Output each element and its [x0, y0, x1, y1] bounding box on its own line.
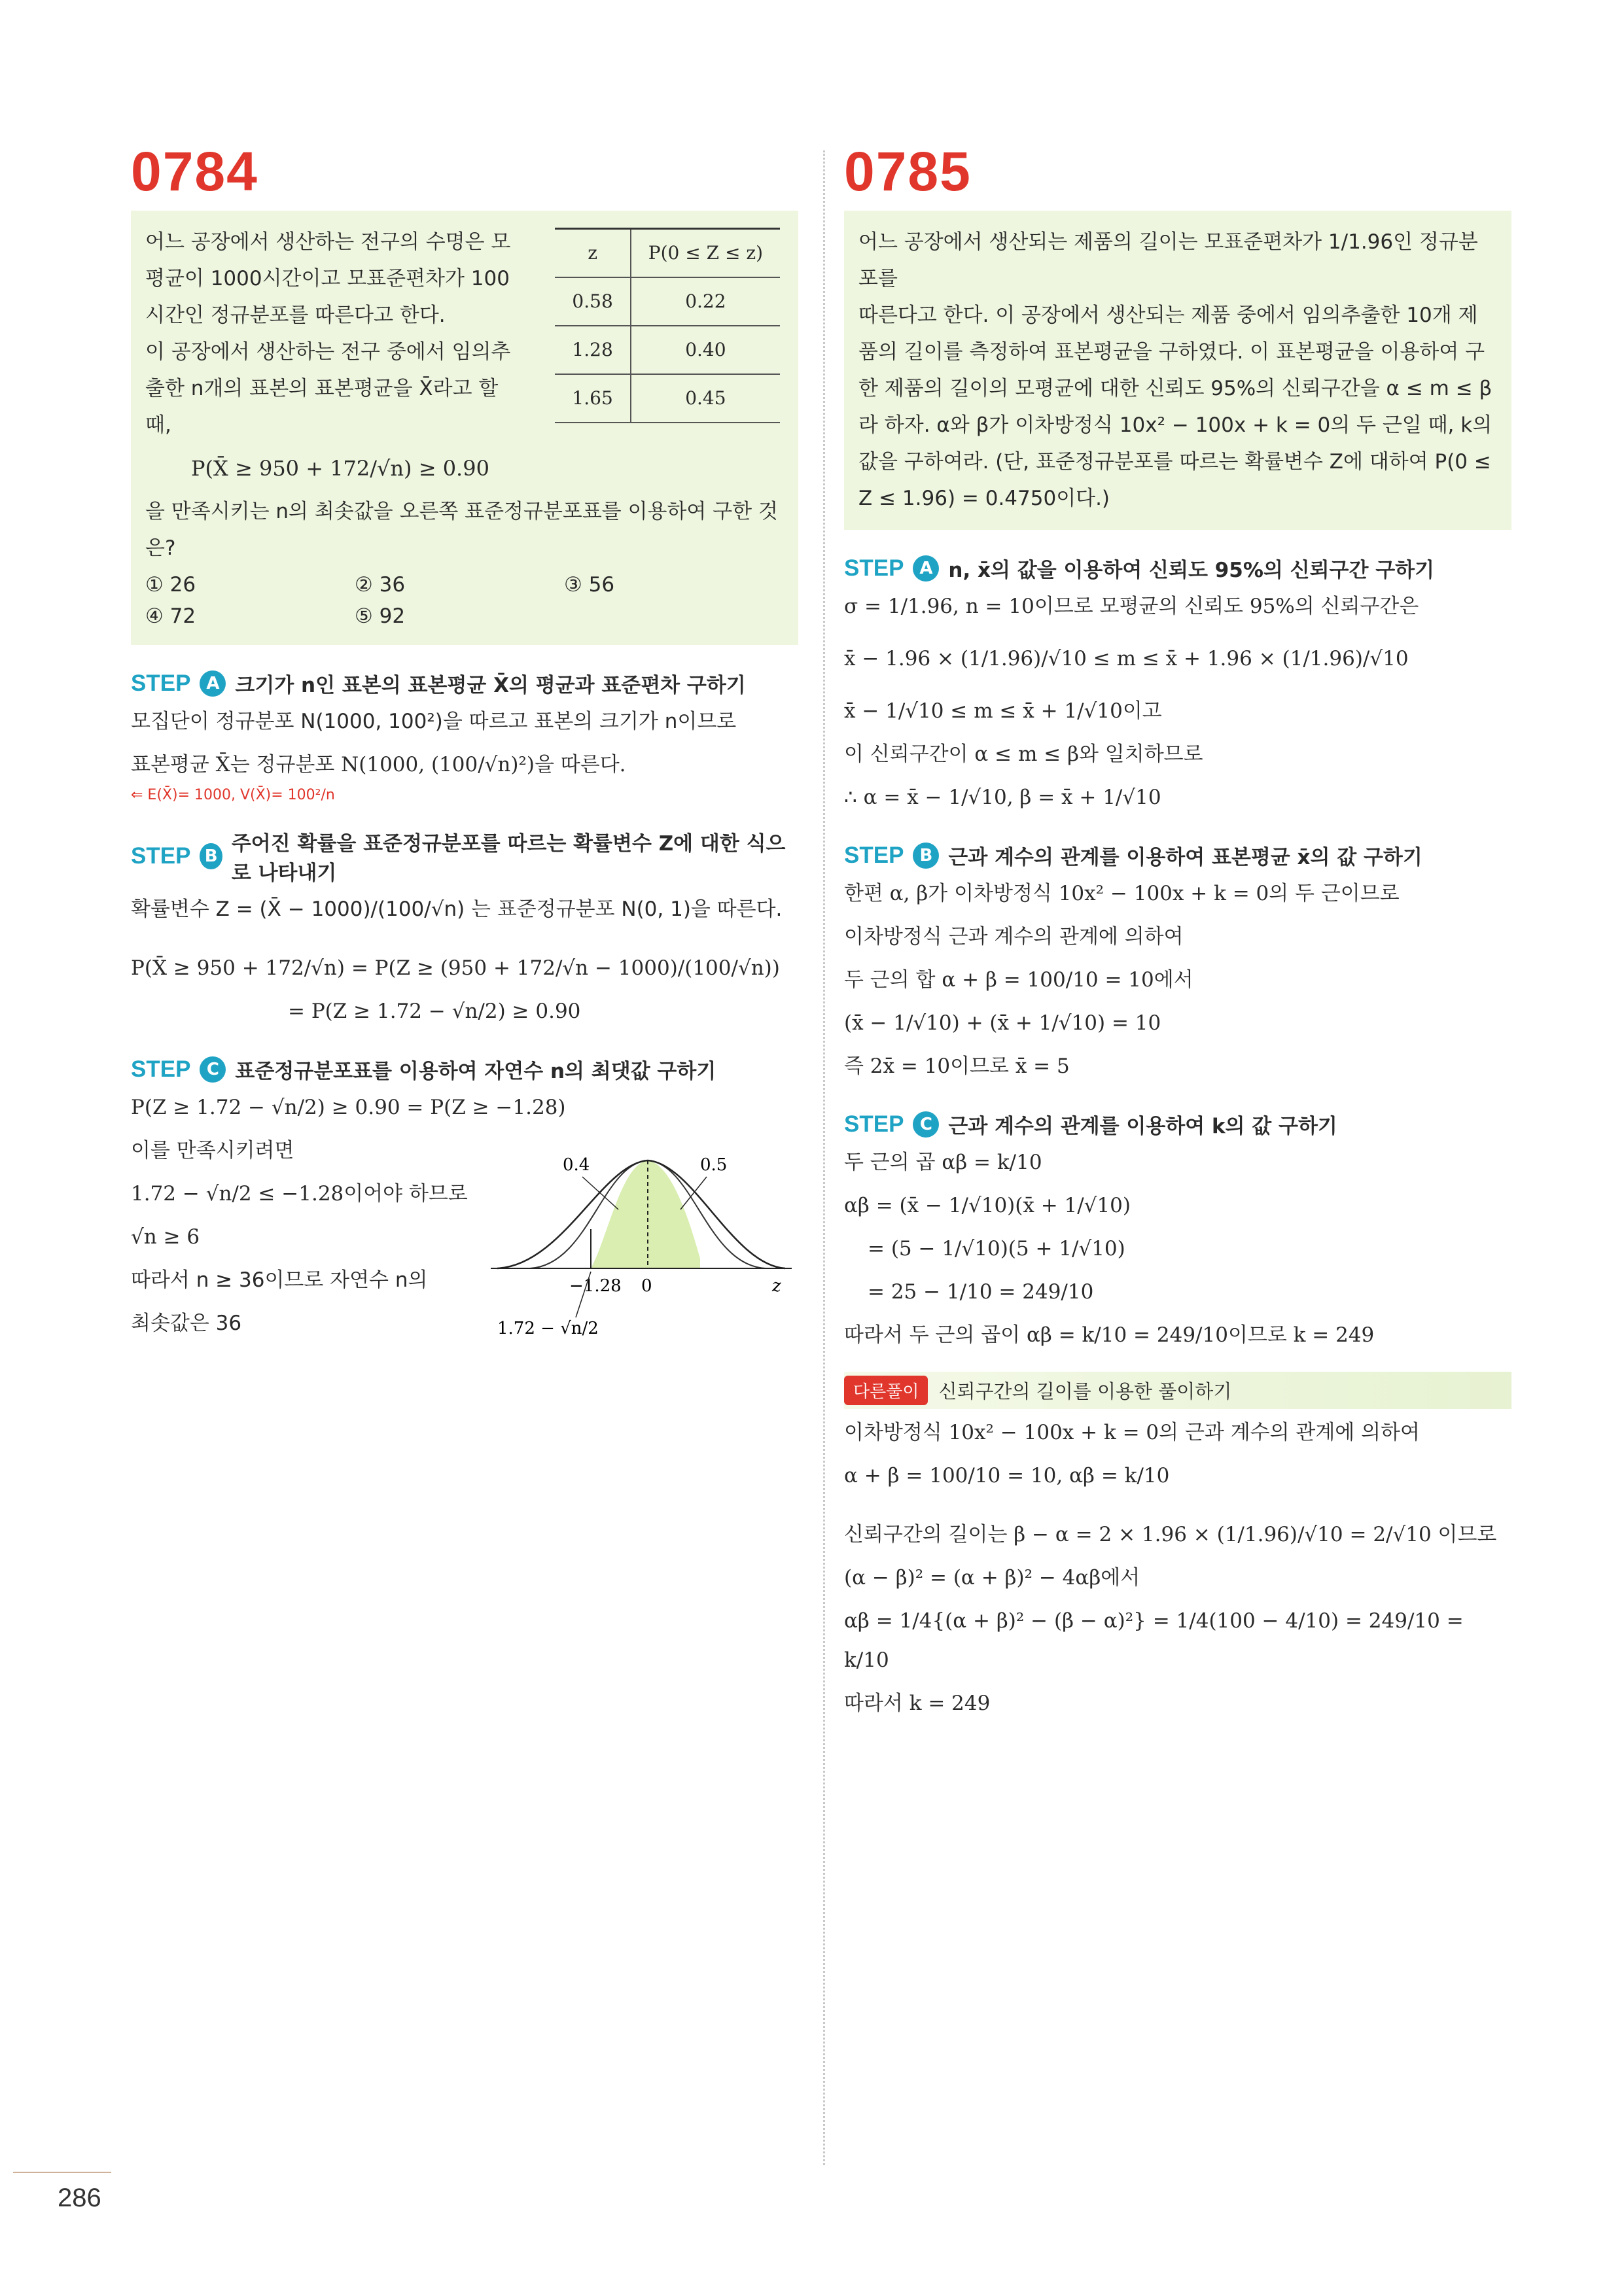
page-number: 286	[58, 2183, 101, 2212]
solution-line: 이를 만족시키려면	[131, 1139, 294, 1162]
column-divider	[823, 150, 825, 2165]
choice-3[interactable]: ③ 56	[564, 573, 615, 597]
step-title: 표준정규분포표를 이용하여 자연수 n의 최댓값 구하기	[235, 1060, 716, 1083]
solution-line: 따라서 k = 249	[844, 1692, 991, 1715]
table-cell: 0.22	[631, 277, 780, 326]
step-label: STEP	[131, 843, 191, 869]
step-badge: A	[200, 670, 226, 697]
solution-line: 표본평균 X̄는 정규분포 N(1000, (100/√n)²)을 따른다.	[131, 753, 626, 776]
solution-line: (α − β)² = (α + β)² − 4αβ에서	[844, 1566, 1140, 1590]
table-cell: 1.65	[555, 374, 630, 423]
step-a-header	[131, 669, 798, 698]
solution-line: √n ≥ 6	[131, 1225, 200, 1249]
footer-rule	[13, 2172, 111, 2173]
problem-box	[844, 211, 1511, 530]
choice-2[interactable]: ② 36	[355, 573, 406, 597]
table-cell: 0.45	[631, 374, 780, 423]
solution-line: α + β = 100/10 = 10, αβ = k/10	[844, 1464, 1170, 1487]
step-label: STEP	[844, 1111, 904, 1137]
step-label: STEP	[844, 842, 904, 868]
step-title: 주어진 확률을 표준정규분포를 따르는 확률변수 Z에 대한 식으로 나타내기	[231, 832, 786, 885]
solution-line: x̄ − 1.96 × (1/1.96)/√10 ≤ m ≤ x̄ + 1.96 × (1/1.96)/√10	[844, 647, 1409, 670]
table-header: z	[555, 229, 630, 278]
problem-text: 을 만족시키는 n의 최솟값을 오른쪽 표준정규분포표를 이용하여 구한 것은?	[145, 500, 778, 560]
solution-line: x̄ − 1/√10 ≤ m ≤ x̄ + 1/√10이고	[844, 699, 1162, 723]
step-badge: C	[200, 1056, 226, 1083]
step-label: STEP	[844, 555, 904, 581]
label-left: 0.4	[563, 1155, 590, 1175]
problem-text: 따른다고 한다. 이 공장에서 생산되는 제품 중에서 임의추출한 10개 제품의 길이를 측정하여 표본평균을 구하였다. 이 표본평균을 이용하여 구한 제품의 길이의 모평균에 대한 신뢰도 95%의 신뢰구간을 α ≤ m ≤ β라 하자. α와 β가 이차방정식 10x² − 100x + k = 0의 두 근일 때, k의 값을 구하여라. (단, 표준정규분포를 따르는 확률변수 Z에 대하여 P(0 ≤ Z ≤ 1.96) = 0.4750이다.)	[858, 304, 1492, 510]
tick-label: −1.28	[569, 1276, 622, 1296]
solution-line: 1.72 − √n/2 ≤ −1.28이어야 하므로	[131, 1182, 468, 1206]
step-title: 크기가 n인 표본의 표본평균 X̄의 평균과 표준편차 구하기	[235, 674, 746, 697]
step-badge: B	[913, 843, 939, 869]
alt-tag: 다른풀이	[844, 1376, 928, 1405]
choice-4[interactable]: ④ 72	[145, 604, 196, 628]
problem-box	[131, 211, 798, 645]
problem-text: 이 공장에서 생산하는 전구 중에서 임의추출한 n개의 표본의 표본평균을 X̄라고 할 때,	[145, 340, 511, 437]
table-cell: 0.58	[555, 277, 630, 326]
solution-line: 한편 α, β가 이차방정식 10x² − 100x + k = 0의 두 근이므로	[844, 882, 1400, 905]
choice-1[interactable]: ① 26	[145, 573, 196, 597]
label-right: 0.5	[700, 1155, 728, 1175]
solution-line: ∴ α = x̄ − 1/√10, β = x̄ + 1/√10	[844, 786, 1161, 809]
solution-line: = 25 − 1/10 = 249/10	[868, 1280, 1094, 1304]
solution-line: 신뢰구간의 길이는 β − α = 2 × 1.96 × (1/1.96)/√10 = 2/√10 이므로	[844, 1523, 1497, 1546]
step-label: STEP	[131, 1056, 191, 1082]
step-title: 근과 계수의 관계를 이용하여 k의 값 구하기	[948, 1115, 1337, 1138]
step-title: n, x̄의 값을 이용하여 신뢰도 95%의 신뢰구간 구하기	[948, 559, 1435, 582]
table-row	[555, 277, 780, 326]
problem-text: 어느 공장에서 생산하는 전구의 수명은 모평균이 1000시간이고 모표준편차가 100시간인 정규분포를 따른다고 한다.	[145, 230, 511, 327]
step-a-header	[844, 553, 1511, 583]
table-row	[555, 326, 780, 374]
step-badge: A	[913, 555, 939, 582]
tick-label: 0	[641, 1276, 652, 1296]
step-label: STEP	[131, 670, 191, 696]
table-header: P(0 ≤ Z ≤ z)	[631, 229, 780, 278]
solution-line: 이차방정식 근과 계수의 관계에 의하여	[844, 925, 1184, 948]
shaded-region	[591, 1160, 700, 1268]
problem-number: 0785	[844, 141, 972, 202]
table-row	[555, 374, 780, 423]
bottom-label: 1.72 − √n/2	[497, 1319, 599, 1338]
problem-text: 어느 공장에서 생산되는 제품의 길이는 모표준편차가 1/1.96인 정규분포를	[858, 230, 1478, 290]
step-badge: B	[200, 843, 222, 869]
solution-lines	[131, 1131, 471, 1343]
problem-0784	[131, 141, 798, 1380]
problem-formula: P(X̄ ≥ 950 + 172/√n) ≥ 0.90	[191, 456, 489, 481]
step-badge: C	[913, 1111, 939, 1138]
normal-curve-graph	[484, 1131, 798, 1366]
problem-number: 0784	[131, 141, 258, 202]
normal-distribution-table	[555, 228, 780, 423]
solution-line: 모집단이 정규분포 N(1000, 100²)을 따르고 표본의 크기가 n이므로	[131, 710, 737, 733]
solution-line: 최솟값은 36	[131, 1312, 242, 1335]
solution-line: 두 근의 곱 αβ = k/10	[844, 1151, 1042, 1174]
step-c-header	[844, 1109, 1511, 1139]
solution-line: 이 신뢰구간이 α ≤ m ≤ β와 일치하므로	[844, 742, 1203, 766]
step-title: 근과 계수의 관계를 이용하여 표본평균 x̄의 값 구하기	[948, 846, 1422, 869]
problem-0785	[844, 141, 1511, 1723]
solution-with-graph	[131, 1131, 798, 1380]
solution-line: 확률변수 Z = (X̄ − 1000)/(100/√n) 는 표준정규분포 N(0, 1)을 따른다.	[131, 897, 783, 921]
solution-line: = (5 − 1/√10)(5 + 1/√10)	[868, 1237, 1125, 1261]
step-b-header	[131, 827, 798, 886]
step-b-header	[844, 841, 1511, 870]
solution-note: ⇐ E(X̄)= 1000, V(X̄)= 100²/n	[131, 787, 335, 803]
solution-line: = P(Z ≥ 1.72 − √n/2) ≥ 0.90	[288, 1000, 581, 1023]
choice-5[interactable]: ⑤ 92	[355, 604, 406, 628]
alt-title: 신뢰구간의 길이를 이용한 풀이하기	[938, 1380, 1232, 1402]
solution-line: P(Z ≥ 1.72 − √n/2) ≥ 0.90 = P(Z ≥ −1.28)	[131, 1096, 566, 1119]
table-cell: 0.40	[631, 326, 780, 374]
alternative-solution-header	[844, 1372, 1511, 1409]
solution-line: P(X̄ ≥ 950 + 172/√n) = P(Z ≥ (950 + 172/√n − 1000)/(100/√n))	[131, 956, 780, 980]
solution-line: σ = 1/1.96, n = 10이므로 모평균의 신뢰도 95%의 신뢰구간은	[844, 595, 1419, 618]
axis-label: z	[772, 1276, 781, 1296]
solution-line: 이차방정식 10x² − 100x + k = 0의 근과 계수의 관계에 의하여	[844, 1421, 1420, 1444]
solution-line: αβ = (x̄ − 1/√10)(x̄ + 1/√10)	[844, 1194, 1131, 1217]
step-c-header	[131, 1054, 798, 1084]
solution-line: 따라서 두 근의 곱이 αβ = k/10 = 249/10이므로 k = 249	[844, 1323, 1375, 1347]
answer-choices	[145, 569, 784, 632]
solution-line: 즉 2x̄ = 10이므로 x̄ = 5	[844, 1054, 1070, 1078]
table-cell: 1.28	[555, 326, 630, 374]
solution-line: 따라서 n ≥ 36이므로 자연수 n의	[131, 1268, 428, 1292]
solution-line: αβ = 1/4{(α + β)² − (β − α)²} = 1/4(100 − 4/10) = 249/10 = k/10	[844, 1609, 1464, 1672]
solution-line: 두 근의 합 α + β = 100/10 = 10에서	[844, 968, 1193, 992]
solution-line: (x̄ − 1/√10) + (x̄ + 1/√10) = 10	[844, 1011, 1161, 1035]
